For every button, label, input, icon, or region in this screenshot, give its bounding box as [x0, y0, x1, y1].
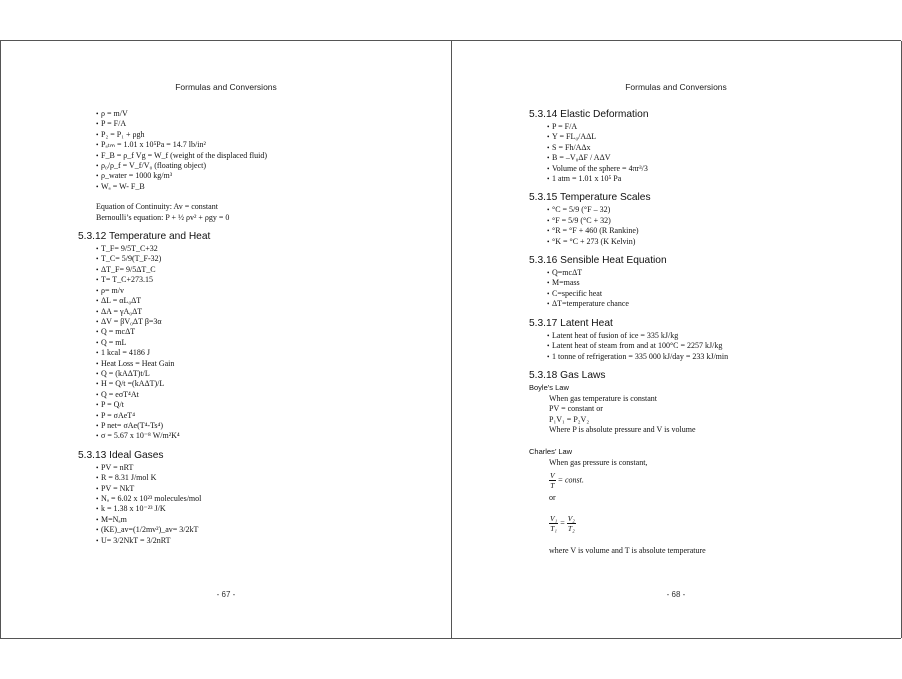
formula-item — [78, 348, 438, 358]
page-number-right: - 68 - — [666, 590, 686, 599]
formula-item-text: 1 tonne of refrigeration = 335 000 kJ/day = 233 kJ/min — [552, 351, 729, 361]
temperature-scales-formula-list — [529, 205, 889, 247]
formula-item-text: S = Fh/AΔx — [552, 142, 591, 152]
formula-item-text: °K = °C + 273 (K Kelvin) — [552, 236, 636, 246]
formula-item-text: Q = eσT⁴At — [101, 389, 139, 399]
formula-item-text: Q = mL — [101, 337, 127, 347]
bullet-icon: • — [96, 359, 99, 368]
formula-item-text: M=Nₐm — [101, 514, 127, 524]
boyle-line-text: When gas temperature is constant — [549, 393, 657, 403]
bullet-icon: • — [96, 401, 99, 410]
bullet-icon: • — [96, 120, 99, 129]
running-head-right: Formulas and Conversions — [625, 82, 727, 92]
formula-item — [529, 341, 889, 351]
formula-item-text: 1 kcal = 4186 J — [101, 348, 150, 358]
bullet-icon: • — [96, 505, 99, 514]
bullet-icon: • — [96, 255, 99, 264]
bullet-icon: • — [96, 411, 99, 420]
bullet-icon: • — [96, 432, 99, 441]
formula-item — [529, 205, 889, 215]
bullet-icon: • — [547, 342, 550, 351]
boyle-line-text: PV = constant or — [549, 404, 603, 414]
running-head-left: Formulas and Conversions — [175, 82, 277, 92]
formula-item-text: PV = nRT — [101, 462, 134, 472]
charles-or: or — [549, 492, 556, 502]
formula-item-text: B = –V₀ΔF / AΔV — [552, 153, 611, 163]
fraction-denominator: T₁ — [550, 524, 557, 534]
bullet-icon: • — [96, 515, 99, 524]
book-spread — [0, 40, 901, 639]
bullet-icon: • — [547, 331, 550, 340]
continuity-equation: Equation of Continuity: Av = constant — [96, 202, 218, 212]
bullet-icon: • — [547, 123, 550, 131]
bullet-icon: • — [96, 369, 99, 378]
formula-item-text: C=specific heat — [552, 288, 603, 298]
bullet-icon: • — [96, 162, 99, 171]
boyles-law-text — [529, 394, 889, 436]
formula-item — [529, 153, 889, 163]
formula-item — [78, 265, 438, 275]
fraction-numerator: V — [550, 470, 555, 480]
formula-item — [529, 237, 889, 247]
formula-item-text: Wₐ = W- F_B — [101, 181, 145, 191]
formula-item-text: σ = 5.67 x 10⁻⁸ W/m²K⁴ — [101, 431, 180, 441]
formula-item — [529, 299, 889, 309]
formula-item-text: M=mass — [552, 278, 580, 288]
formula-item-text: °F = 5/9 (°C + 32) — [552, 215, 611, 225]
formula-item — [78, 317, 438, 327]
bullet-icon: • — [96, 286, 99, 295]
formula-item-text: P = F/A — [552, 122, 578, 131]
bernoulli-equation: Bernoulli’s equation: P + ½ ρv² + ρgy = 0 — [96, 212, 230, 222]
bullet-icon: • — [547, 300, 550, 309]
formula-item-text: ρ= m/v — [101, 285, 124, 295]
formula-item — [78, 390, 438, 400]
bullet-icon: • — [547, 175, 550, 184]
formula-item — [529, 216, 889, 226]
bullet-icon: • — [96, 390, 99, 399]
charles-equation-2 — [529, 514, 889, 533]
fraction-numerator: V₁ — [550, 514, 558, 524]
bullet-icon: • — [96, 474, 99, 483]
formula-item-text: T_F= 9/5T_C+32 — [101, 244, 158, 254]
formula-item — [78, 296, 438, 306]
formula-item-text: Latent heat of fusion of ice = 335 kJ/kg — [552, 330, 679, 340]
formula-item — [78, 182, 438, 192]
formula-item — [78, 307, 438, 317]
bullet-icon: • — [96, 151, 99, 160]
formula-item — [78, 536, 438, 546]
boyle-line-text: Where P is absolute pressure and V is volume — [549, 425, 696, 435]
bullet-icon: • — [96, 182, 99, 191]
bullet-icon: • — [547, 237, 550, 246]
bullet-icon: • — [96, 297, 99, 306]
elastic-deformation-formula-list — [529, 122, 889, 184]
formula-item — [78, 525, 438, 535]
formula-item — [529, 289, 889, 299]
bullet-icon: • — [96, 463, 99, 472]
formula-item-text: Pₐₜₘ = 1.01 x 10⁵Pa = 14.7 lb/in² — [101, 140, 206, 150]
formula-item-text: ΔT=temperature chance — [552, 299, 629, 309]
formula-item-text: ρ_water = 1000 kg/m³ — [101, 171, 173, 181]
formula-item — [529, 331, 889, 341]
bullet-icon: • — [547, 154, 550, 163]
formula-item-text: ρ = m/V — [101, 109, 128, 118]
formula-item-text: (KE)_av=(1/2mv²)_av= 3/2kT — [101, 525, 199, 535]
formula-item — [78, 400, 438, 410]
bullet-icon: • — [547, 143, 550, 152]
bullet-icon: • — [547, 164, 550, 173]
formula-item — [78, 421, 438, 431]
formula-item — [78, 140, 438, 150]
fraction-v1-over-t1 — [549, 514, 558, 533]
formula-item-text: T= T_C+273.15 — [101, 275, 153, 285]
formula-item — [78, 431, 438, 441]
section-heading-elastic-deformation: 5.3.14 Elastic Deformation — [529, 109, 649, 120]
boyle-line — [529, 425, 889, 435]
formula-item — [78, 109, 438, 119]
formula-item — [78, 286, 438, 296]
equals-sign: = — [560, 518, 565, 528]
formula-item — [529, 143, 889, 153]
section-heading-gas-laws: 5.3.18 Gas Laws — [529, 369, 606, 381]
boyle-line-text: P₁V₁ = P₂V₂ — [549, 414, 590, 424]
section-heading-ideal-gases: 5.3.13 Ideal Gases — [78, 449, 164, 461]
formula-item — [78, 411, 438, 421]
charles-law-intro: When gas pressure is constant, — [549, 457, 648, 467]
formula-item-text: °C = 5/9 (°F – 32) — [552, 205, 611, 215]
formula-item — [529, 132, 889, 142]
formula-item-text: P₂ = P₁ + ρgh — [101, 129, 145, 139]
formula-item — [78, 463, 438, 473]
section-heading-latent-heat: 5.3.17 Latent Heat — [529, 317, 613, 329]
formula-item — [78, 151, 438, 161]
formula-item-text: ΔV = βV₀ΔT β=3α — [101, 316, 162, 326]
formula-item-text: PV = NkT — [101, 483, 135, 493]
formula-item — [78, 275, 438, 285]
right-page — [451, 41, 902, 638]
formula-item-text: F_B = ρ_f Vg = W_f (weight of the displaced fluid) — [101, 150, 268, 160]
formula-item — [78, 515, 438, 525]
formula-item — [78, 359, 438, 369]
formula-item — [78, 171, 438, 181]
formula-item — [78, 504, 438, 514]
bullet-icon: • — [96, 130, 99, 139]
formula-item — [529, 122, 889, 132]
formula-item-text: ΔL = αL₀ΔT — [101, 296, 142, 306]
formula-item-text: U= 3/2NkT = 3/2nRT — [101, 535, 171, 545]
bullet-icon: • — [96, 484, 99, 493]
formula-item — [78, 119, 438, 129]
bullet-icon: • — [96, 536, 99, 545]
formula-item — [529, 278, 889, 288]
formula-item — [78, 494, 438, 504]
formula-item-text: k = 1.38 x 10⁻²³ J/K — [101, 504, 166, 514]
sensible-heat-formula-list — [529, 268, 889, 310]
bullet-icon: • — [96, 421, 99, 430]
equation-rhs: = const. — [557, 475, 584, 485]
bullet-icon: • — [96, 380, 99, 389]
formula-item-text: ΔA = γA₀ΔT — [101, 306, 143, 316]
bullet-icon: • — [96, 328, 99, 337]
formula-item — [78, 130, 438, 140]
section-heading-temperature-heat: 5.3.12 Temperature and Heat — [78, 231, 211, 243]
bullet-icon: • — [96, 307, 99, 316]
formula-item-text: P = σAeT⁴ — [101, 410, 135, 420]
bullet-icon: • — [96, 110, 99, 118]
temperature-heat-formula-list — [78, 244, 438, 442]
formula-item — [78, 161, 438, 171]
formula-item-text: P = Q/t — [101, 400, 124, 410]
boyle-line — [529, 415, 889, 425]
section-heading-temperature-scales: 5.3.15 Temperature Scales — [529, 192, 651, 204]
formula-item-text: ΔT_F= 9/5ΔT_C — [101, 264, 156, 274]
ideal-gases-formula-list — [78, 463, 438, 546]
formula-item-text: R = 8.31 J/mol K — [101, 473, 157, 483]
formula-item-text: P net= σAe(T⁴-Ts⁴) — [101, 420, 163, 430]
formula-item — [78, 254, 438, 264]
bullet-icon: • — [547, 352, 550, 361]
formula-item — [78, 484, 438, 494]
formula-item-text: T_C= 5/9(T_F-32) — [101, 254, 162, 264]
formula-item-text: Volume of the sphere = 4πr³/3 — [552, 163, 648, 173]
formula-item-text: H = Q/t =(kAΔT)/L — [101, 379, 165, 389]
bullet-icon: • — [96, 526, 99, 535]
left-page — [0, 41, 452, 638]
formula-item — [529, 174, 889, 184]
bullet-icon: • — [96, 495, 99, 503]
boyles-law-label: Boyle’s Law — [529, 382, 569, 392]
formula-item — [78, 327, 438, 337]
fluids-formula-list — [78, 109, 438, 192]
bullet-icon: • — [96, 276, 99, 285]
formula-item — [529, 352, 889, 362]
formula-item-text: Q = (kAΔT)t/L — [101, 368, 150, 378]
formula-item-text: Q=mcΔT — [552, 268, 583, 278]
fraction-denominator: T₂ — [567, 524, 575, 534]
formula-item-text: °R = °F + 460 (R Rankine) — [552, 226, 639, 236]
bullet-icon: • — [96, 172, 99, 181]
formula-item-text: P = F/A — [101, 119, 127, 129]
fraction-v2-over-t2 — [567, 514, 576, 533]
left-page-content — [78, 109, 438, 546]
formula-item-text: Heat Loss = Heat Gain — [101, 358, 175, 368]
bullet-icon: • — [96, 338, 99, 347]
bullet-icon: • — [96, 349, 99, 358]
bullet-icon: • — [96, 141, 99, 150]
page-number-left: - 67 - — [216, 590, 236, 599]
boyle-line — [529, 404, 889, 414]
bullet-icon: • — [547, 269, 550, 278]
formula-item — [78, 473, 438, 483]
fraction-numerator: V₂ — [567, 514, 575, 524]
formula-item-text: ρ₀/ρ_f = V_f/V₀ (floating object) — [101, 161, 207, 171]
bullet-icon: • — [547, 216, 550, 225]
boyle-line — [529, 394, 889, 404]
formula-item-text: Y = FL₀/AΔL — [552, 132, 597, 142]
bullet-icon: • — [96, 317, 99, 326]
formula-item — [78, 338, 438, 348]
bullet-icon: • — [547, 279, 550, 288]
charles-equation-1 — [529, 471, 889, 490]
formula-item-text: Latent heat of steam from and at 100°C = 2257 kJ/kg — [552, 341, 723, 351]
bullet-icon: • — [547, 289, 550, 298]
bullet-icon: • — [547, 206, 550, 215]
latent-heat-formula-list — [529, 331, 889, 362]
formula-item — [78, 244, 438, 254]
bullet-icon: • — [547, 227, 550, 236]
bullet-icon: • — [96, 265, 99, 274]
charles-law-label: Charles’ Law — [529, 446, 573, 456]
section-heading-sensible-heat: 5.3.16 Sensible Heat Equation — [529, 255, 667, 267]
formula-item-text: Q = mcΔT — [101, 327, 136, 337]
charles-law-outro: where V is volume and T is absolute temperature — [549, 546, 706, 556]
formula-item-text: 1 atm = 1.01 x 10⁵ Pa — [552, 174, 622, 184]
formula-item — [529, 164, 889, 174]
formula-item — [529, 268, 889, 278]
formula-item — [529, 226, 889, 236]
fraction-v-over-t — [549, 471, 556, 490]
formula-item — [78, 379, 438, 389]
formula-item-text: Nₐ = 6.02 x 10²³ molecules/mol — [101, 494, 202, 503]
bullet-icon: • — [96, 245, 99, 254]
right-page-content — [529, 109, 889, 557]
fraction-denominator: T — [550, 480, 555, 490]
formula-item — [78, 369, 438, 379]
bullet-icon: • — [547, 133, 550, 142]
